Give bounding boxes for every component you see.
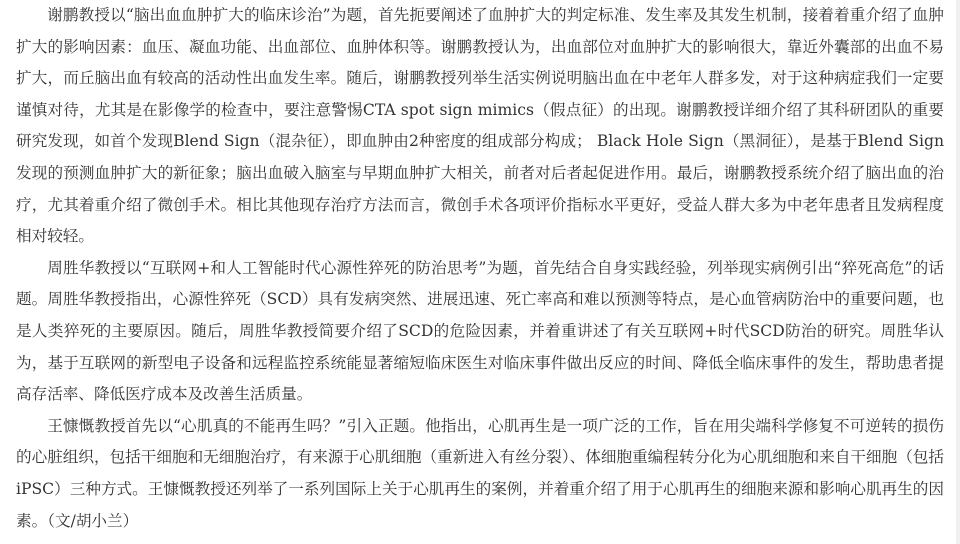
paragraph-wang-kangkai: 王慷慨教授首先以“心肌真的不能再生吗？”引入正题。他指出，心肌再生是一项广泛的工作，旨在用尖端科学修复不可逆转的损伤的心脏组织，包括干细胞和无细胞治疗，有来源于心肌细胞（重新进入有丝分裂）、体细胞重编程转分化为心肌细胞和来自干细胞（包括iPSC）三种方式。王慷慨教授还列举了一系列国际上关于心肌再生的案例，并着重介绍了用于心肌再生的细胞来源和影响心肌再生的因素。（文/胡小兰） <box>16 416 944 530</box>
page-right-edge <box>956 0 960 544</box>
paragraph-xie-peng: 谢鹏教授以“脑出血血肿扩大的临床诊治”为题，首先扼要阐述了血肿扩大的判定标准、发生率及其发生机制，接着着重介绍了血肿扩大的影响因素：血压、凝血功能、出血部位、血肿体积等。谢鹏教授认为，出血部位对血肿扩大的影响很大，靠近外囊部的出血不易扩大，而丘脑出血有较高的活动性出血发生率。随后，谢鹏教授列举生活实例说明脑出血在中老年人群多发，对于这种病症我们一定要谨慎对待，尤其是在影像学的检查中，要注意警惕CTA spot sign mimics（假点征）的出现。谢鹏教授详细介绍了其科研团队的重要研究发现，如首个发现Blend Sign（混杂征），即血肿由2种密度的组成部分构成； Black Hole Sign（黑洞征），是基于Blend Sign发现的预测血肿扩大的新征象；脑出血破入脑室与早期血肿扩大相关，前者对后者起促进作用。最后，谢鹏教授系统介绍了脑出血的治疗，尤其着重介绍了微创手术。相比其他现存治疗方法而言，微创手术各项评价指标水平更好，受益人群大多为中老年患者且发病程度相对较轻。 <box>16 6 944 246</box>
paragraph-zhou-shenghua: 周胜华教授以“互联网+和人工智能时代心源性猝死的防治思考”为题，首先结合自身实践经验，列举现实病例引出“猝死高危”的话题。周胜华教授指出，心源性猝死（SCD）具有发病突然、进展迅速、死亡率高和难以预测等特点，是心血管病防治中的重要问题，也是人类猝死的主要原因。随后，周胜华教授简要介绍了SCD的危险因素，并着重讲述了有关互联网+时代SCD防治的研究。周胜华认为，基于互联网的新型电子设备和远程监控系统能显著缩短临床医生对临床事件做出反应的时间、降低全临床事件的发生，帮助患者提高存活率、降低医疗成本及改善生活质量。 <box>16 258 944 404</box>
article-body <box>16 0 944 537</box>
